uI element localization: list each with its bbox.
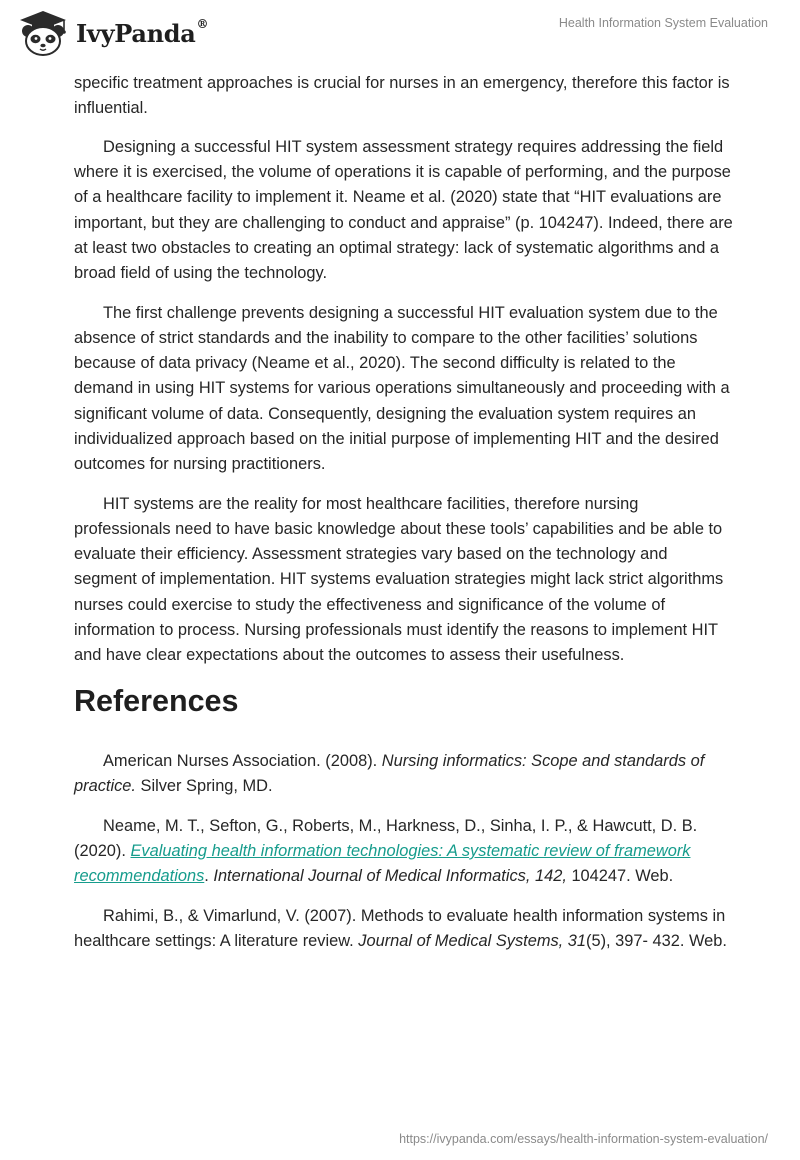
ivypanda-logo[interactable] bbox=[14, 9, 208, 57]
reference-neame: Neame, M. T., Sefton, G., Roberts, M., Harkness, D., Sinha, I. P., & Hawcutt, D. B. (2020). Evaluating health information technologies: A systematic review of framework recommendations. International Journal of Medical Informatics, 142, 104247. Web. bbox=[74, 816, 698, 886]
reference-ana: American Nurses Association. (2008). Nursing informatics: Scope and standards of practice. Silver Spring, MD. bbox=[74, 751, 705, 796]
page-header bbox=[0, 0, 800, 66]
panda-graduate-icon bbox=[14, 9, 72, 57]
paragraph-assessment-strategy: Designing a successful HIT system assessment strategy requires addressing the field where it is exercised, the volume of operations it is capable of performing, and the purpose of a healthcare facility to implement it. Neame et al. (2020) state that “HIT evaluations are important, but they are challenging to conduct and appraise” (p. 104247). Indeed, there are at least two obstacles to creating an optimal strategy: lack of systematic algorithms and a broad field of using the technology. bbox=[74, 138, 733, 283]
essay-content bbox=[74, 71, 734, 969]
paragraph-conclusion: HIT systems are the reality for most healthcare facilities, therefore nursing professionals need to have basic knowledge about these tools’ capabilities and be able to evaluate their efficiency. Assessment strategies vary based on the technology and segment of implementation. HIT systems evaluation strategies might lack strict algorithms nurses could exercise to study the effectiveness and significance of the volume of information to process. Nursing professionals must identify the reasons to implement HIT and have clear expectations about the outcomes to assess their usefulness. bbox=[74, 494, 724, 665]
source-url[interactable]: https://ivypanda.com/essays/health-information-system-evaluation/ bbox=[399, 1132, 768, 1146]
brand-name: IvyPanda® bbox=[76, 16, 209, 48]
references-heading: References bbox=[74, 683, 239, 718]
paragraph-challenges: The first challenge prevents designing a successful HIT evaluation system due to the absence of strict standards and the inability to compare to the other facilities’ solutions because of data privacy (Neame et al., 2020). The second difficulty is related to the demand in using HIT systems for various operations simultaneously and proceeding with a significant volume of data. Consequently, designing the evaluation system requires an individualized approach based on the initial purpose of implementing HIT and the desired outcomes for nursing practitioners. bbox=[74, 303, 730, 474]
document-title: Health Information System Evaluation bbox=[558, 16, 768, 30]
paragraph-continuation: specific treatment approaches is crucial for nurses in an emergency, therefore this factor is influential. bbox=[74, 74, 730, 118]
reference-link[interactable]: Evaluating health information technologies: A systematic review of framework recommendations bbox=[74, 842, 691, 886]
reference-rahimi: Rahimi, B., & Vimarlund, V. (2007). Methods to evaluate health information systems in healthcare settings: A literature review. Journal of Medical Systems, 31(5), 397- 432. Web. bbox=[74, 907, 727, 951]
